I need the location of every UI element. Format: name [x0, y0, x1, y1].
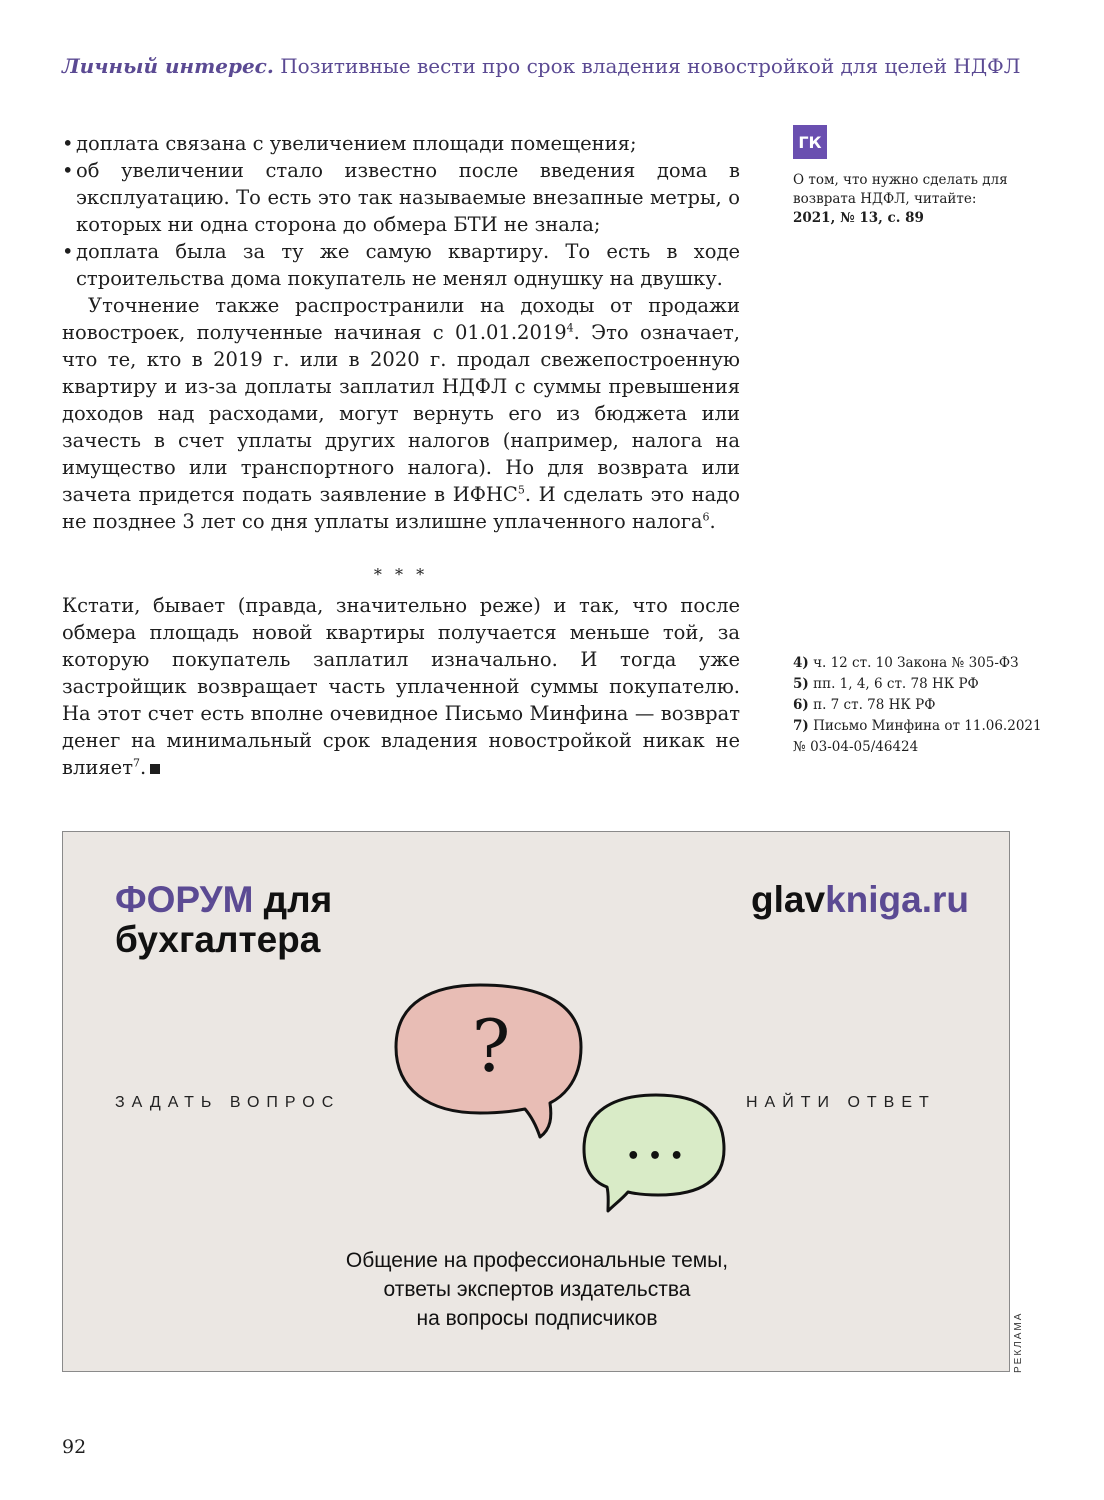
text-run: Уточнение также распространили на доходы от продажи новостроек, полученные начиная с 01.01.2019: [62, 294, 740, 344]
forum-advertisement[interactable]: [62, 831, 1010, 1372]
side-note-text: О том, что нужно сделать для возврата НДФЛ, читайте:: [793, 172, 1008, 207]
footnote-ref: 6: [702, 510, 710, 524]
ad-title-accent: ФОРУМ: [115, 879, 254, 920]
question-bubble-icon: [396, 985, 581, 1137]
page-number: 92: [62, 1436, 87, 1458]
footnote-number: 5): [793, 676, 809, 692]
ad-desc-line: Общение на профессиональные темы,: [345, 1249, 729, 1272]
footnote-number: 7): [793, 718, 809, 734]
ad-description: [63, 1246, 1011, 1333]
ad-desc-line: ответы экспертов издательства: [383, 1278, 691, 1301]
section-separator: * * *: [373, 565, 429, 584]
text-run: .: [709, 510, 716, 533]
ask-question-label: ЗАДАТЬ ВОПРОС: [115, 1094, 341, 1111]
footnote-ref: 4: [566, 321, 574, 335]
footnote-text: ч. 12 ст. 10 Закона № 305-ФЗ: [813, 655, 1019, 671]
footnote: [793, 695, 1043, 716]
ad-desc-line: на вопросы подписчиков: [416, 1307, 658, 1330]
header-kicker: Личный интерес.: [62, 54, 274, 78]
article-body: [62, 130, 740, 781]
list-item: • доплата связана с увеличением площади помещения;: [62, 130, 740, 157]
footnote-number: 4): [793, 655, 809, 671]
question-mark: ?: [471, 1004, 511, 1088]
footnote-text: Письмо Минфина от 11.06.2021 № 03-04-05/46424: [793, 718, 1042, 755]
ad-title-rest: для: [263, 879, 333, 920]
footnote-number: 6): [793, 697, 809, 713]
publisher-logo: ГК: [793, 125, 827, 159]
advertisement-label: РЕКЛАМА: [1013, 1311, 1024, 1373]
list-item: • доплата была за ту же самую квартиру. То есть в ходе строительства дома покупатель не менял однушку на двушку.: [62, 238, 740, 292]
url-plain: glav: [751, 879, 826, 920]
footnote: [793, 653, 1043, 674]
paragraph-refund-developer: [62, 592, 740, 781]
running-header: [62, 54, 1042, 78]
find-answer-label: НАЙТИ ОТВЕТ: [746, 1094, 936, 1111]
url-accent: kniga.ru: [825, 879, 969, 920]
text-run: .: [140, 756, 147, 779]
side-note: [793, 125, 1033, 228]
footnotes: [793, 653, 1043, 758]
answer-bubble-icon: [584, 1095, 724, 1211]
text-run: Кстати, бывает (правда, значительно реже) и так, что после обмера площадь новой квартиры получается меньше той, за которую покупатель заплатил изначально. И тогда уже застройщик возвращает часть уплаченной суммы покупателю. На этот счет есть вполне очевидное Письмо Минфина — возврат денег на минимальный срок владения новостройкой никак не влияет: [62, 594, 740, 779]
footnote: [793, 674, 1043, 695]
bullet-list: [62, 130, 740, 292]
footnote: [793, 716, 1043, 758]
header-title: Позитивные вести про срок владения новостройкой для целей НДФЛ: [280, 54, 1021, 78]
ad-title-line2: бухгалтера: [115, 919, 321, 960]
text-run: . И сделать это надо не позднее 3 лет со дня уплаты излишне уплаченного налога: [62, 483, 740, 533]
footnote-ref: 5: [517, 483, 525, 497]
text-run: . Это означает, что те, кто в 2019 г. или в 2020 г. продал свежепостроенную квартиру и из-за доплаты заплатил НДФЛ с суммы превышения доходов над расходами, могут вернуть его из бюджета или зачесть в счет уплаты других налогов (например, налога на имущество или транспортного налога). Но для возврата или зачета придется подать заявление в ИФНС: [62, 321, 740, 506]
ad-title: [115, 880, 332, 960]
side-note-reference: 2021, № 13, с. 89: [793, 210, 924, 226]
footnote-text: п. 7 ст. 78 НК РФ: [813, 697, 936, 713]
end-of-article-mark: [150, 764, 160, 774]
ellipsis-dots: • • •: [626, 1144, 684, 1169]
paragraph-refund: [62, 292, 740, 535]
chat-bubbles-illustration: [388, 977, 728, 1227]
list-item: • об увеличении стало известно после введения дома в эксплуатацию. То есть это так называемые внезапные метры, о которых ни одна сторона до обмера БТИ не знала;: [62, 157, 740, 238]
site-url-link[interactable]: [751, 880, 969, 920]
footnote-text: пп. 1, 4, 6 ст. 78 НК РФ: [813, 676, 979, 692]
footnote-ref: 7: [133, 756, 140, 770]
